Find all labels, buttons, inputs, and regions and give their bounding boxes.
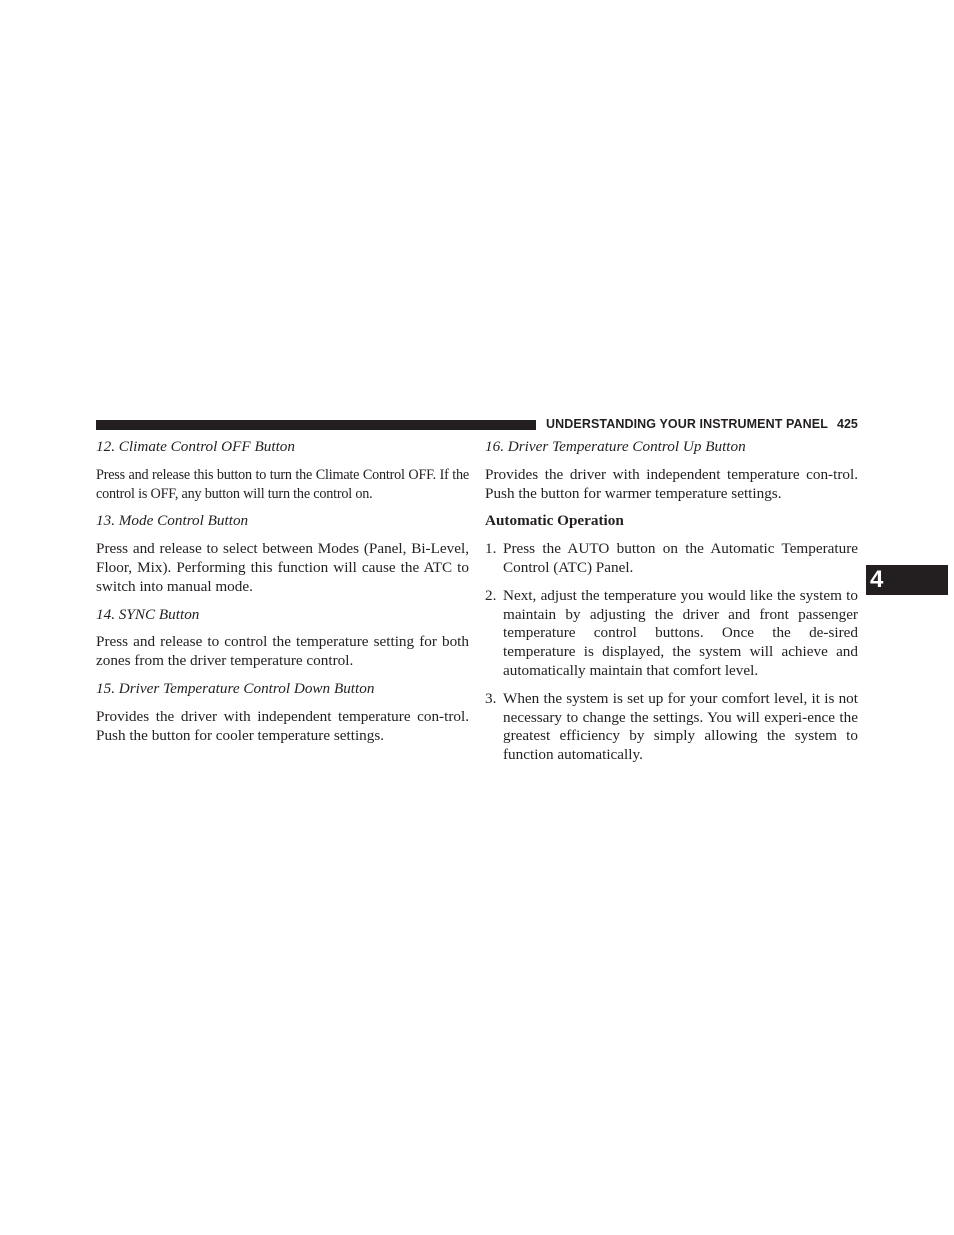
right-column [485,438,858,774]
page-number: 425 [837,417,858,431]
section-heading: 12. Climate Control OFF Button [96,438,295,455]
automatic-operation-heading: Automatic Operation [485,512,624,530]
chapter-tab: 4 [866,565,948,595]
steps-list [485,540,858,765]
section-heading: 14. SYNC Button [96,605,200,623]
step-number: 3. [485,689,497,707]
section-text: Press and release to select between Modes (Panel, Bi-Level, Floor, Mix). Performing this function will cause the ATC to switch into manual mode. [96,540,469,595]
section-14 [96,606,469,671]
section-12 [96,438,469,503]
running-header-title: UNDERSTANDING YOUR INSTRUMENT PANEL [546,417,828,431]
list-item [485,540,858,578]
section-heading: 13. Mode Control Button [96,512,249,530]
section-text: Provides the driver with independent temperature con-trol. Push the button for cooler temperature settings. [96,707,469,744]
header-rule [96,420,536,430]
section-text: Press and release to control the temperature setting for both zones from the driver temperature control. [96,633,469,670]
section-text: Press and release this button to turn the Climate Control OFF. If the control is OFF, any button will turn the control on. [96,466,469,502]
step-number: 1. [485,540,497,558]
step-text: Next, adjust the temperature you would like the system to maintain by adjusting the driver and front passenger temperature control buttons. Once the de-sired temperature is displayed, the system will achieve and automatically maintain that comfort level. [503,586,858,679]
list-item [485,690,858,765]
step-text: Press the AUTO button on the Automatic Temperature Control (ATC) Panel. [503,540,858,576]
section-heading: 15. Driver Temperature Control Down Button [96,679,375,697]
left-column [96,438,469,754]
section-13 [96,512,469,596]
step-number: 2. [485,586,497,604]
list-item [485,587,858,681]
section-heading: 16. Driver Temperature Control Up Button [485,438,746,455]
section-15 [96,680,469,745]
section-16 [485,438,858,503]
automatic-operation [485,512,858,765]
step-text: When the system is set up for your comfort level, it is not necessary to change the settings. You will experi-ence the greatest efficiency by simply allowing the system to function automatically. [503,689,858,764]
section-text: Provides the driver with independent temperature con-trol. Push the button for warmer temperature settings. [485,465,858,502]
